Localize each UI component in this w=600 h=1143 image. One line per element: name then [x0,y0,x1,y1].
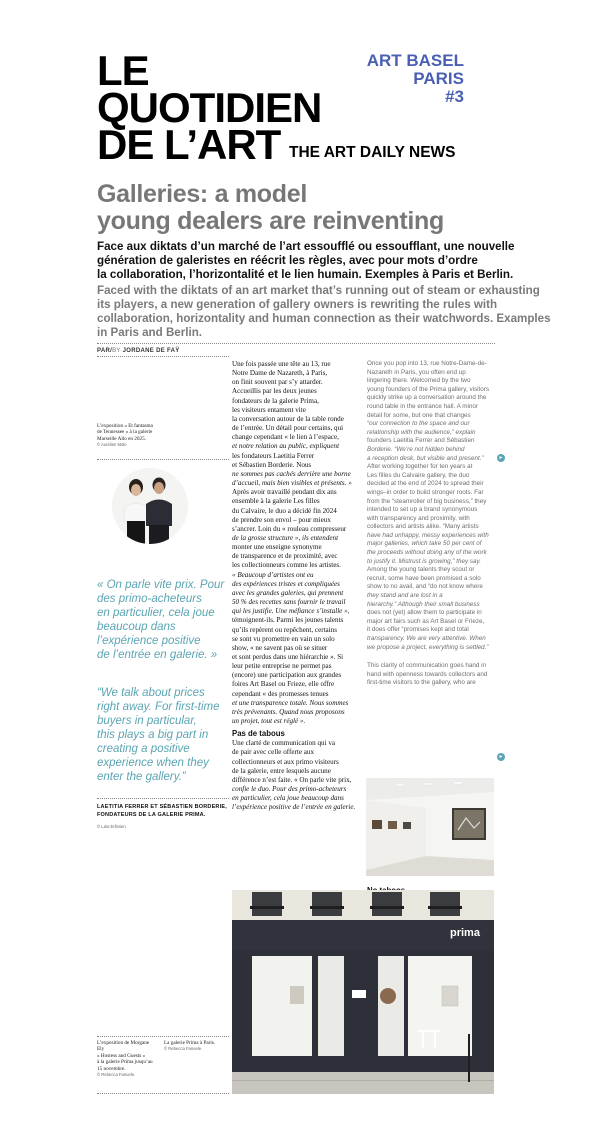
body-line: intended to set up a brand synonymous [367,506,478,514]
body-line: Une fois passée une tête au 13, rue [232,360,331,368]
body-line: hand with openness towards collectors and [367,670,488,678]
quote-line: l’expérience positive [97,635,201,647]
body-line: founders Laetitia Ferrer and Sébastien [367,437,475,445]
page-title [97,181,497,235]
body-line: ne sommes pas cachés derrière une borne [232,469,351,478]
body-line: they stand and are lost in a [367,592,443,600]
intro-en-line: Faced with the diktats of an art market that’s running out of steam or exhausting [97,284,540,297]
body-line: show to no avail, and “do not know where [367,583,483,591]
body-line: Accueillis par les deux jeunes [232,387,317,396]
body-line: avec les grandes galeries, qui prennent [232,588,344,597]
headline-line-1: Galleries: a model [97,180,307,208]
article-body-english [367,360,495,688]
photo-credit: © Rebecca Fanuele. [97,1072,136,1078]
body-line: on finit souvent par s’y attarder. [232,378,323,387]
body-line: does not (yet) allow them to participate in [367,609,482,617]
subhead-french: Pas de tabous [232,729,285,739]
body-line: la conversation autour de la table ronde [232,414,344,423]
caption-line: « Hostess and Guests » [97,1052,146,1059]
byline [97,348,180,354]
storefront-image [232,890,494,1094]
body-line: différence n’est faite. « On parle vite prix, [232,775,352,784]
body-line: monter une enseigne synonyme [232,543,322,552]
intro-en-line: collaboration, horizontality and human connection as their watchwords. Examples [97,312,551,325]
body-line: Once you pop into 13, rue Notre-Dame-de- [367,360,487,367]
body-line: les visiteurs entament vite [232,405,306,414]
issue-line-3: #3 [445,87,464,106]
body-line: recruit, some have been promised a solo [367,574,481,582]
caption-line: de Tennessee » à la galerie [97,429,153,436]
interior-image [366,778,494,876]
divider [97,1036,229,1037]
body-line: qui les justifie. Une méfiance s’installe », [232,607,350,616]
body-line: Borderie. “We’re not hidden behind [367,445,465,453]
body-line: Among the young talents they scout or [367,566,475,574]
quote-line: right away. For first-time [97,701,220,713]
caption-line: La galerie Prima à Paris. [164,1040,216,1046]
body-line: cependant « des promesses tenues [232,689,329,698]
body-line: d’accueil, mais bien visibles et présents. » [232,479,352,488]
continue-arrow-icon[interactable]: ▸ [497,454,505,462]
intro-english [97,284,551,340]
attribution-line: FONDATEURS DE LA GALERIE PRIMA. [97,812,206,818]
founders-portrait [112,468,188,544]
body-line: “our connection to the space and our [367,420,470,428]
body-line: les collectionneurs comme les artistes. [232,561,341,570]
byline-prefix-en: BY [112,348,121,354]
quote-line: de l’entrée en galerie. » [97,649,218,661]
masthead-line-2: QUOTIDIEN [97,84,322,131]
body-line: round table in the entrance hall. A minor [367,402,478,410]
intro-en-line: its players, a new generation of gallery owners is rewriting the rules with [97,298,498,311]
body-line: de transparence et de proximité, avec [232,552,338,561]
body-line: Nazareth in Paris, you often end up [367,368,466,376]
body-line: it does offer “promises kept and total [367,626,469,634]
body-line: 50 % des recettes sans fournir le travail [232,598,346,607]
body-line: confie le duo. Pour des primo-acheteurs [232,785,347,794]
photo-credit: © Aurélien Mole [97,442,127,448]
quote-line: “We talk about prices [97,687,205,699]
body-line: très prévenants. Quand nous proposons [232,707,345,716]
body-line: du Calvaire, le duo a décidé fin 2024 [232,506,337,515]
body-line: change cependant « le lien à l’espace, [232,433,339,442]
body-line: from the “steamroller of big business,” they [367,497,487,505]
body-line: (encore) une participation aux grandes [232,671,342,680]
body-line: s’ancrer. Loin du « rouleau compresseur [232,524,347,533]
store-sign: prima [450,927,480,939]
body-line: « Beaucoup d’artistes ont eu [232,570,314,579]
quote-line: enter the gallery.” [97,771,186,783]
body-line: de l’entrée. Un détail pour certains, qui [232,424,344,433]
body-line: Après avoir travaillé pendant dix ans [232,488,337,497]
body-line: leur petite entreprise ne permet pas [232,662,332,671]
quote-line: en particulier, cela joue [97,607,215,619]
photo-credit: © Laïa Erlinsen [97,824,126,829]
issue-label [352,52,464,106]
body-line: we propose a project, everything is settled.” [367,643,489,651]
divider [97,343,495,344]
body-line: des expériences tristes et compliquées [232,579,340,588]
body-line: Notre Dame de Nazareth, à Paris, [232,369,328,378]
body-line: en particulier, cela joue beaucoup dans [232,794,344,803]
divider [97,798,229,799]
body-line: de la galerie, entre lesquels aucune [232,766,331,775]
body-line: de pair avec celle offerte aux [232,748,314,757]
body-line: et notre relation au public, expliquent [232,442,340,451]
body-line: un projet, tout est réglé ». [232,717,306,726]
pull-quote-french [97,578,227,662]
body-line: After working together for ten years at [367,463,473,471]
quote-line: des primo-acheteurs [97,593,202,605]
body-line: to justify it. Mistrust is growing,” they say. [367,557,481,565]
body-line: et sont perdus dans une hiérarchie ». Si [232,653,344,661]
photo-caption [97,423,187,449]
intro-french [97,240,515,282]
body-line: et une transparence totale. Nous sommes [232,698,349,707]
intro-fr-line: la collaboration, l’horizontalité et le lien humain. Exemples à Paris et Berlin. [97,268,514,281]
body-line: first-time visitors to the gallery, who are [367,679,476,687]
body-line: quickly strike up a conversation around the [367,394,487,402]
caption-line: L’exposition « Et fantasma [97,423,153,429]
body-line: Les filles du Calvaire gallery, the duo [367,471,470,479]
divider [97,356,229,357]
quote-line: this plays a big part in [97,729,209,741]
caption-line: L’exposition de Morgane Ely [97,1040,150,1053]
quote-line: « On parle vite prix. Pour [97,579,225,591]
body-line: Une clarté de communication qui va [232,739,336,748]
body-line: a reception desk, but visible and present.” [367,454,484,462]
body-line: fondateurs de la galerie Prima, [232,396,319,405]
body-line: the proceeds without doing any of the work [367,549,487,557]
body-line: with transparency and proximity, with [367,514,470,522]
divider [97,459,229,460]
body-line: qu’ils repèrent ou repêchent, certains [232,625,337,634]
caption-line: 15 novembre. [97,1065,126,1072]
body-line: de la grosse structure », ils entendent [232,533,339,542]
body-line: major art fairs such as Art Basel or Frieze, [367,617,485,625]
body-line: lingering there. Welcomed by the two [367,377,471,385]
byline-prefix: PAR/ [97,348,113,354]
headline-line-2: young dealers are reinventing [97,207,444,235]
body-line: wings–in order to build stronger roots. Far [367,488,484,496]
masthead-line-3: DE L’ART [97,121,281,168]
quote-line: beaucoup dans [97,621,176,633]
body-line: detail for some, but one that changes [367,411,471,419]
issue-line-1: ART BASEL [366,51,464,70]
body-line: transparency. We are very attentive. When [367,635,486,642]
storefront-photo [232,890,494,1094]
gallery-interior-photo [366,778,494,876]
article-body-french [232,360,364,813]
body-line: témoignent-ils. Parmi les jeunes talents [232,616,344,625]
issue-line-2: PARIS [413,69,464,88]
body-line: have had unhappy, messy experiences with [367,531,489,539]
portrait-image [112,468,188,544]
photo-caption [97,1040,157,1078]
body-line: de prendre son envol – pour mieux [232,515,331,524]
body-line: les fondateurs Laetitia Ferrer [232,451,315,460]
caption-line: Marseille Allo en 2025. [97,435,146,442]
photo-credit: © Rebecca Fanuele. [164,1046,203,1052]
intro-fr-line: Face aux diktats d’un marché de l’art essoufflé ou essoufflant, une nouvelle [97,240,515,253]
body-line: young founders of the Prima gallery, visitors [367,385,490,393]
masthead-line-1: LE [97,47,149,94]
byline-author: JORDANE DE FAŸ [122,348,180,354]
body-line: show, « ne savent pas où se situer [232,643,328,652]
pull-quote-english [97,686,227,784]
body-line: foires Art Basel ou Frieze, elle offre [232,680,335,689]
photo-caption [164,1040,230,1053]
body-line: se sont vu promettre en vain un solo [232,634,335,643]
masthead-subtitle: THE ART DAILY NEWS [289,144,456,161]
body-line: major galleries, which take 50 per cent of [367,540,482,548]
body-line: relationship with the audience,” explain [367,428,476,436]
body-line: This clarity of communication goes hand in [367,662,486,670]
divider [97,1093,229,1094]
caption-line: à la galerie Prima jusqu’au [97,1059,153,1066]
attribution-line: LAETITIA FERRER ET SÉBASTIEN BORDERIE, [97,804,227,810]
continue-arrow-icon[interactable]: ▸ [497,753,505,761]
body-line: collectors and artists alike. “Many artists [367,523,479,531]
body-line: et Sébastien Borderie. Nous [232,460,312,469]
quote-line: experience when they [97,757,209,769]
body-line: l’expérience positive de l’entrée en galerie. [232,803,356,812]
intro-fr-line: génération de galeristes en réécrit les règles, avec pour mots d’ordre [97,254,478,267]
quote-line: buyers in particular, [97,715,197,727]
body-line: collectionneurs et aux primo visiteurs [232,757,339,766]
body-line: decided at the end of 2024 to spread their [367,480,484,488]
quote-line: creating a positive [97,743,190,755]
body-line: hierarchy.” Although their small business [367,600,480,608]
quote-attribution [97,803,232,819]
intro-en-line: in Paris and Berlin. [97,326,203,339]
body-line: ensemble à la galerie Les filles [232,497,320,506]
